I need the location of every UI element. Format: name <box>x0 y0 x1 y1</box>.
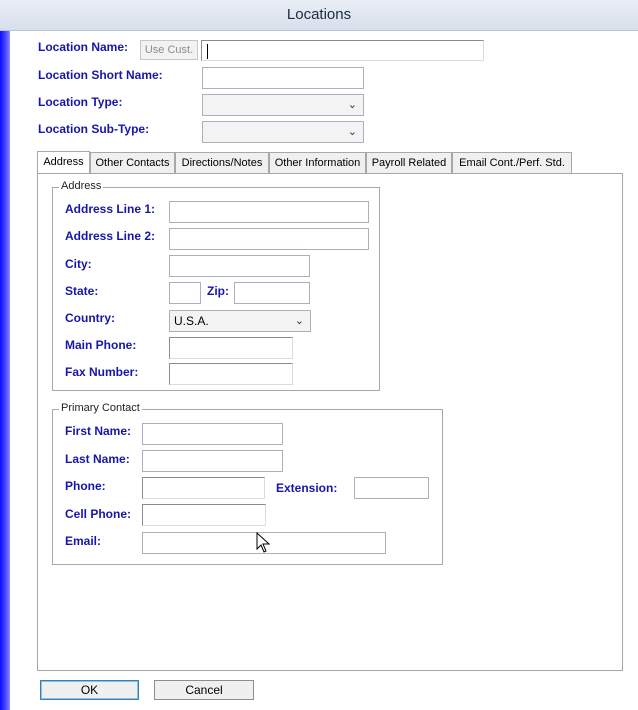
main-phone-label: Main Phone: <box>65 338 137 352</box>
location-name-label: Location Name: <box>38 40 129 54</box>
location-type-label: Location Type: <box>38 95 123 109</box>
country-select[interactable] <box>169 310 311 332</box>
first-name-input[interactable] <box>142 423 283 445</box>
location-subtype-select[interactable] <box>202 121 364 143</box>
address-line-1-label: Address Line 1: <box>65 202 156 216</box>
address-line-2-input[interactable] <box>169 228 369 250</box>
primary-contact-group-legend: Primary Contact <box>61 402 140 414</box>
zip-label: Zip: <box>207 284 229 298</box>
cell-phone-input[interactable] <box>142 504 266 526</box>
phone-label: Phone: <box>65 479 106 493</box>
phone-input[interactable] <box>142 477 265 499</box>
chevron-down-icon: ⌄ <box>294 315 304 327</box>
email-label: Email: <box>65 534 102 548</box>
cell-phone-label: Cell Phone: <box>65 507 132 521</box>
cancel-button[interactable]: Cancel <box>154 680 254 700</box>
fax-number-label: Fax Number: <box>65 365 139 379</box>
location-name-input[interactable] <box>201 40 484 61</box>
country-value: U.S.A. <box>174 314 209 328</box>
country-label: Country: <box>65 311 115 325</box>
tab-other-contacts[interactable]: Other Contacts <box>90 152 175 173</box>
city-input[interactable] <box>169 255 310 277</box>
address-line-1-input[interactable] <box>169 201 369 223</box>
chevron-down-icon: ⌄ <box>347 126 357 138</box>
state-input[interactable] <box>169 282 201 304</box>
state-label: State: <box>65 284 99 298</box>
mouse-pointer-icon <box>256 532 272 554</box>
ok-button[interactable]: OK <box>40 680 139 700</box>
location-short-name-input[interactable] <box>202 67 364 89</box>
first-name-label: First Name: <box>65 424 132 438</box>
extension-input[interactable] <box>354 477 429 499</box>
zip-input[interactable] <box>234 282 310 304</box>
main-phone-input[interactable] <box>169 337 293 359</box>
fax-number-input[interactable] <box>169 363 293 385</box>
tab-other-information[interactable]: Other Information <box>269 152 366 173</box>
location-subtype-label: Location Sub-Type: <box>38 122 150 136</box>
location-type-select[interactable] <box>202 94 364 116</box>
use-cust-button[interactable]: Use Cust. <box>140 40 198 60</box>
tab-directions-notes[interactable]: Directions/Notes <box>175 152 269 173</box>
address-group-legend: Address <box>61 180 102 192</box>
tab-email-cont-perf-std[interactable]: Email Cont./Perf. Std. <box>452 152 572 173</box>
tab-address[interactable]: Address <box>37 151 90 174</box>
window-accent-bar <box>0 31 10 710</box>
text-cursor <box>207 44 208 59</box>
last-name-input[interactable] <box>142 450 283 472</box>
city-label: City: <box>65 257 92 271</box>
location-short-name-label: Location Short Name: <box>38 68 163 82</box>
address-line-2-label: Address Line 2: <box>65 229 156 243</box>
tab-payroll-related[interactable]: Payroll Related <box>366 152 452 173</box>
window-title: Locations <box>0 0 638 31</box>
chevron-down-icon: ⌄ <box>347 99 357 111</box>
last-name-label: Last Name: <box>65 452 130 466</box>
extension-label: Extension: <box>276 481 338 495</box>
